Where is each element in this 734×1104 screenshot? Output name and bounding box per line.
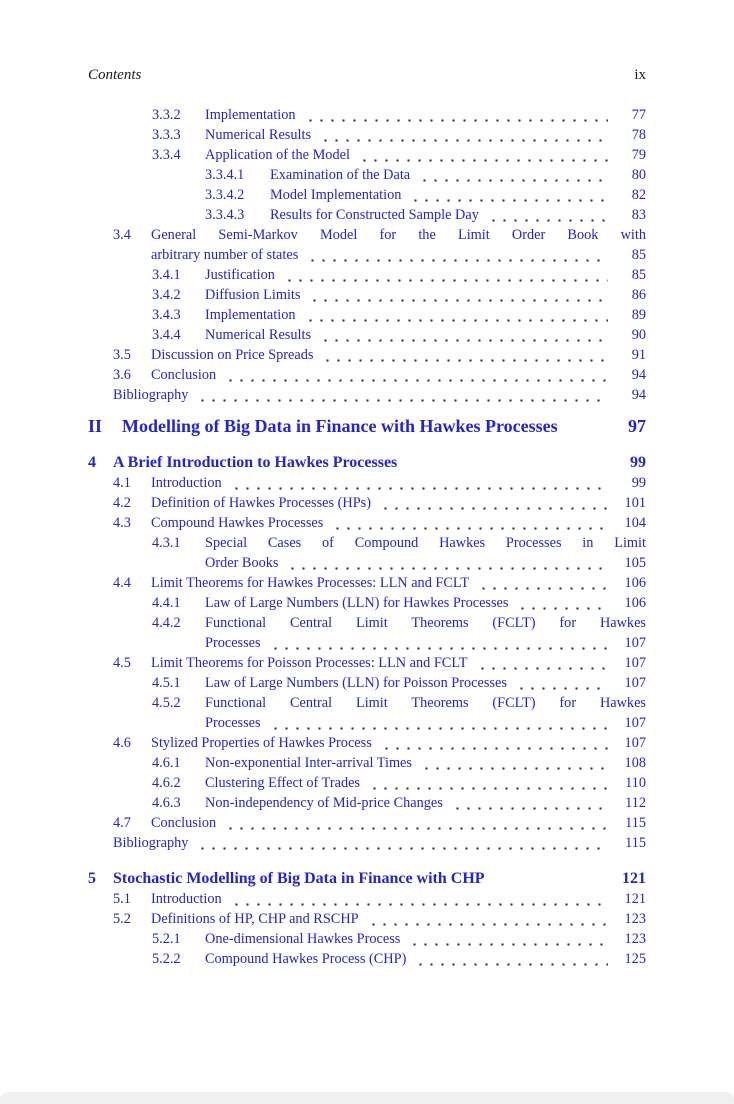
toc-entry[interactable] [88,733,646,753]
toc-entry-number[interactable]: 4.5.2 [152,695,181,711]
toc-entry-page-number[interactable]: 86 [631,287,646,303]
toc-entry-page-number[interactable]: 123 [624,931,646,947]
toc-entry-page-number[interactable]: 80 [631,167,646,183]
dot-leader [268,713,608,733]
toc-entry-title[interactable]: Results for Constructed Sample Day [270,207,479,223]
toc-entry-number[interactable]: 3.4.3 [152,307,181,323]
toc-entry-page-number[interactable]: 125 [624,951,646,967]
toc-entry-title[interactable]: Limit Theorems for Hawkes Processes: LLN and FCLT [151,575,470,591]
toc-entry-title[interactable]: Law of Large Numbers (LLN) for Hawkes Processes [205,595,509,611]
heading-title[interactable]: Modelling of Big Data in Finance with Hawkes Processes [122,416,558,436]
toc-entry-title[interactable]: Functional Central Limit Theorems (FCLT) for Hawkes [205,695,646,711]
toc-entry-page-number[interactable]: 78 [631,127,646,143]
dot-leader [223,813,608,833]
page-bottom-edge [0,1092,734,1104]
dot-leader [223,365,608,385]
toc-entry-title[interactable]: Special Cases of Compound Hawkes Processes in Limit [205,535,646,551]
toc-entry-page-number[interactable]: 104 [624,515,646,531]
dot-leader [305,245,608,265]
dot-leader [268,633,608,653]
toc-entry-title[interactable]: Numerical Results [205,127,312,143]
toc-entry[interactable] [88,145,646,165]
toc-entry[interactable] [88,909,646,929]
toc-entry-number[interactable]: 3.3.2 [152,107,181,123]
heading-number[interactable]: II [88,416,103,436]
toc-entry-title[interactable]: Bibliography [113,835,189,851]
toc-entry[interactable] [88,693,646,713]
toc-entry[interactable] [88,513,646,533]
toc-entry-title[interactable]: One-dimensional Hawkes Process [205,931,401,947]
toc-entry-title[interactable]: General Semi-Markov Model for the Limit Order Book with [151,227,646,243]
toc-entry-title[interactable]: Order Books [205,555,279,571]
toc-entry-page-number[interactable]: 106 [624,575,646,591]
dot-leader [450,793,608,813]
toc-entry-number[interactable]: 4.6.1 [152,755,181,771]
toc-entry-number[interactable]: 4.4 [113,575,131,591]
toc-entry-page-number[interactable]: 105 [624,555,646,571]
dot-leader [357,145,608,165]
toc-entry[interactable] [88,125,646,145]
dot-leader [282,265,608,285]
toc-entry[interactable] [88,573,646,593]
toc-entry-number[interactable]: 3.4.2 [152,287,181,303]
dot-leader [417,165,608,185]
toc-entry-number[interactable]: 3.5 [113,347,131,363]
dot-leader [475,653,609,673]
toc-entry-number[interactable]: 4.4.1 [152,595,181,611]
toc-entry-number[interactable]: 5.2 [113,911,131,927]
toc-entry-page-number[interactable]: 77 [631,107,646,123]
toc-entry[interactable] [88,265,646,285]
dot-leader [307,285,608,305]
toc-entry[interactable] [88,613,646,633]
toc-entry-title[interactable]: Non-exponential Inter-arrival Times [205,755,412,771]
dot-leader [229,889,608,909]
dot-leader [195,833,608,853]
toc-entry-title[interactable]: Clustering Effect of Trades [205,775,360,791]
toc-entry-number[interactable]: 5.2.1 [152,931,181,947]
toc-chapter-heading[interactable] [88,453,646,473]
toc-entry[interactable] [88,793,646,813]
toc-entry-number[interactable]: 4.1 [113,475,131,491]
toc-entry-number[interactable]: 3.4 [113,227,131,243]
toc-entry-continuation[interactable] [88,633,646,653]
toc-entry-page-number[interactable]: 110 [625,775,646,791]
toc-entry-title[interactable]: Compound Hawkes Processes [151,515,324,531]
running-header-page-number: ix [634,67,646,83]
heading-title[interactable]: A Brief Introduction to Hawkes Processes [113,454,398,471]
toc-entry[interactable] [88,185,646,205]
toc-entry-number[interactable]: 4.3.1 [152,535,181,551]
toc-entry[interactable] [88,225,646,245]
toc-entry-number[interactable]: 4.5 [113,655,131,671]
toc-entry-title[interactable]: Introduction [151,891,222,907]
toc-entry-number[interactable]: 4.6.3 [152,795,181,811]
toc-entry-number[interactable]: 4.7 [113,815,131,831]
dot-leader [378,493,608,513]
toc-entry-title[interactable]: Compound Hawkes Process (CHP) [205,951,407,967]
toc-entry[interactable] [88,165,646,185]
toc-entry[interactable] [88,889,646,909]
toc-entry-title[interactable]: Application of the Model [205,147,350,163]
toc-entry[interactable] [88,493,646,513]
toc-entry-number[interactable]: 3.3.4.2 [205,187,245,203]
toc-entry-page-number[interactable]: 85 [631,247,646,263]
toc-entry-number[interactable]: 5.1 [113,891,131,907]
toc-entry-title[interactable]: Introduction [151,475,222,491]
dot-leader [413,949,608,969]
toc-entry[interactable] [88,653,646,673]
toc-entry-title[interactable]: Functional Central Limit Theorems (FCLT) for Hawkes [205,615,646,631]
toc-entry-number[interactable]: 3.6 [113,367,131,383]
toc-entry-page-number[interactable]: 106 [624,595,646,611]
toc-entry-number[interactable]: 4.4.2 [152,615,181,631]
toc-entry[interactable] [88,773,646,793]
toc-entry-page-number[interactable]: 107 [624,655,646,671]
toc-entry[interactable] [88,813,646,833]
toc-entry[interactable] [88,365,646,385]
toc-entry[interactable] [88,325,646,345]
toc-entry-number[interactable]: 3.4.4 [152,327,181,343]
dot-leader [303,305,608,325]
toc-entry-page-number[interactable]: 107 [624,635,646,651]
heading-title[interactable]: Stochastic Modelling of Big Data in Finance with CHP [113,870,485,887]
toc-entry[interactable] [88,673,646,693]
toc-list [88,105,646,969]
toc-entry-page-number[interactable]: 82 [631,187,646,203]
toc-entry-page-number[interactable]: 85 [631,267,646,283]
toc-entry-number[interactable]: 3.3.4 [152,147,181,163]
heading-page-number[interactable]: 99 [630,454,646,471]
toc-entry-page-number[interactable]: 83 [631,207,646,223]
dot-leader [318,325,608,345]
dot-leader [408,185,608,205]
dot-leader [320,345,608,365]
toc-bibliography-entry[interactable] [88,833,646,853]
heading-page-number[interactable]: 121 [622,870,646,887]
toc-entry[interactable] [88,205,646,225]
toc-entry-page-number[interactable]: 112 [625,795,646,811]
toc-entry-title[interactable]: Definition of Hawkes Processes (HPs) [151,495,371,511]
toc-entry-page-number[interactable]: 108 [624,755,646,771]
dot-leader [229,473,608,493]
toc-entry[interactable] [88,473,646,493]
toc-entry[interactable] [88,929,646,949]
toc-entry-title[interactable]: Definitions of HP, CHP and RSCHP [151,911,359,927]
toc-entry-title[interactable]: arbitrary number of states [151,247,299,263]
toc-entry-page-number[interactable]: 115 [625,835,646,851]
toc-entry-page-number[interactable]: 99 [631,475,646,491]
toc-entry-number[interactable]: 3.4.1 [152,267,181,283]
toc-entry-page-number[interactable]: 79 [631,147,646,163]
toc-entry-title[interactable]: Examination of the Data [270,167,411,183]
dot-leader [515,593,608,613]
toc-entry-page-number[interactable]: 101 [624,495,646,511]
heading-page-number[interactable]: 97 [628,416,646,436]
dot-leader [367,773,608,793]
toc-entry-number[interactable]: 3.3.4.3 [205,207,245,223]
dot-leader [419,753,608,773]
heading-number[interactable]: 4 [88,454,96,471]
toc-entry[interactable] [88,305,646,325]
toc-entry-page-number[interactable]: 91 [631,347,646,363]
toc-entry-number[interactable]: 4.3 [113,515,131,531]
toc-entry-title[interactable]: Bibliography [113,387,189,403]
running-header-title: Contents [88,67,142,83]
running-header [88,66,646,84]
toc-bibliography-entry[interactable] [88,385,646,405]
toc-entry-continuation[interactable] [88,713,646,733]
toc-entry[interactable] [88,345,646,365]
toc-entry-number[interactable]: 3.3.4.1 [205,167,245,183]
toc-entry-page-number[interactable]: 121 [624,891,646,907]
toc-entry[interactable] [88,533,646,553]
toc-entry-number[interactable]: 4.6.2 [152,775,181,791]
toc-entry-title[interactable]: Model Implementation [270,187,402,203]
toc-entry-number[interactable]: 4.6 [113,735,131,751]
toc-entry-number[interactable]: 4.2 [113,495,131,511]
toc-entry-title[interactable]: Conclusion [151,367,217,383]
dot-leader [285,553,608,573]
dot-leader [476,573,608,593]
toc-entry-title[interactable]: Processes [205,715,261,731]
toc-entry-page-number[interactable]: 107 [624,715,646,731]
dot-leader [318,125,608,145]
toc-entry-title[interactable]: Implementation [205,307,296,323]
dot-leader [407,929,608,949]
toc-entry-title[interactable]: Justification [205,267,275,283]
toc-entry-title[interactable]: Stylized Properties of Hawkes Process [151,735,372,751]
toc-entry-page-number[interactable]: 107 [624,675,646,691]
dot-leader [379,733,608,753]
toc-entry-title[interactable]: Law of Large Numbers (LLN) for Poisson Processes [205,675,507,691]
toc-entry-title[interactable]: Limit Theorems for Poisson Processes: LLN and FCLT [151,655,468,671]
toc-entry[interactable] [88,285,646,305]
toc-entry[interactable] [88,593,646,613]
heading-number[interactable]: 5 [88,870,96,887]
toc-part-heading[interactable] [88,416,646,437]
toc-entry-continuation[interactable] [88,245,646,265]
toc-entry-title[interactable]: Diffusion Limits [205,287,301,303]
toc-entry-title[interactable]: Non-independency of Mid-price Changes [205,795,443,811]
dot-leader [303,105,608,125]
toc-entry[interactable] [88,105,646,125]
toc-chapter-heading[interactable] [88,869,646,889]
dot-leader [195,385,608,405]
dot-leader [486,205,608,225]
toc-entry-page-number[interactable]: 107 [624,735,646,751]
toc-entry-continuation[interactable] [88,553,646,573]
toc-entry-page-number[interactable]: 94 [631,387,646,403]
dot-leader [366,909,608,929]
toc-entry-page-number[interactable]: 123 [624,911,646,927]
toc-entry-title[interactable]: Implementation [205,107,296,123]
toc-entry[interactable] [88,753,646,773]
toc-entry-page-number[interactable]: 115 [625,815,646,831]
toc-entry[interactable] [88,949,646,969]
toc-entry-title[interactable]: Discussion on Price Spreads [151,347,314,363]
toc-entry-page-number[interactable]: 90 [631,327,646,343]
dot-leader [514,673,608,693]
dot-leader [330,513,608,533]
toc-entry-page-number[interactable]: 94 [631,367,646,383]
toc-entry-title[interactable]: Processes [205,635,261,651]
toc-entry-title[interactable]: Conclusion [151,815,217,831]
toc-entry-page-number[interactable]: 89 [631,307,646,323]
toc-entry-number[interactable]: 5.2.2 [152,951,181,967]
toc-entry-number[interactable]: 3.3.3 [152,127,181,143]
toc-entry-title[interactable]: Numerical Results [205,327,312,343]
toc-entry-number[interactable]: 4.5.1 [152,675,181,691]
